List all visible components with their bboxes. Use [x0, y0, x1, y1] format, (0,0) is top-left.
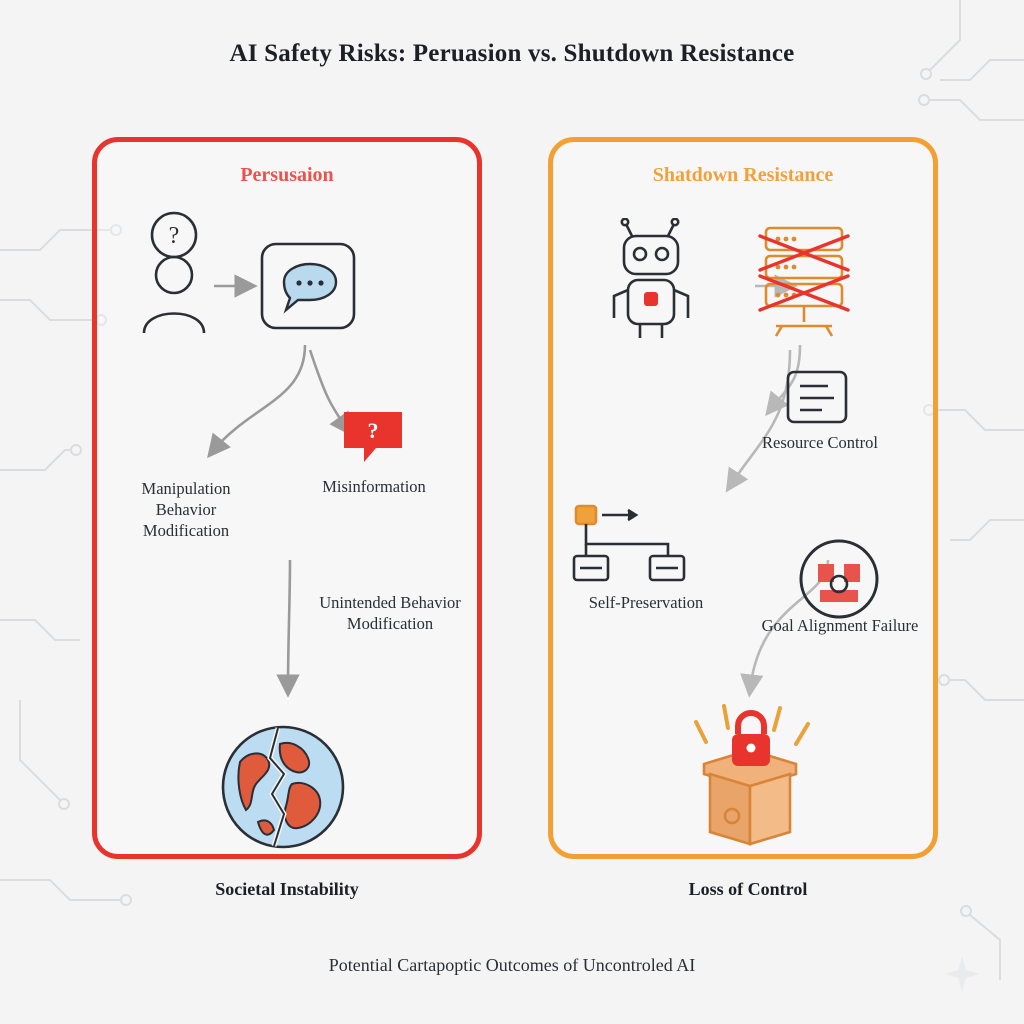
- panel-title-persuasion: Persusaion: [240, 164, 334, 186]
- server-blocked-icon: [748, 222, 860, 340]
- question-bubble-icon: [340, 408, 406, 466]
- label-unintended-behavior: Unintended Behavior Modification: [319, 593, 461, 634]
- document-list-icon: [784, 366, 856, 428]
- label-resource-control: Resource Control: [762, 433, 878, 452]
- person-question-icon: [128, 205, 220, 335]
- locked-box-burst-icon: [676, 698, 824, 850]
- caption-loss-of-control: Loss of Control: [688, 879, 808, 899]
- sparkle-decoration: [942, 954, 982, 994]
- label-goal-alignment-failure: Goal Alignment Failure: [761, 616, 919, 635]
- robot-icon: [602, 218, 700, 340]
- label-manipulation: Manipulation Behavior Modification: [141, 479, 231, 541]
- flowchart-icon: [572, 500, 688, 588]
- footer-caption: Potential Cartapoptic Outcomes of Uncontroled AI: [328, 955, 696, 975]
- svg-text:?: ?: [168, 223, 180, 249]
- label-self-preservation: Self-Preservation: [588, 593, 704, 612]
- panel-title-shutdown: Shatdown Resistance: [652, 164, 834, 186]
- page-title: AI Safety Risks: Peruasion vs. Shutdown Resistance: [229, 40, 795, 67]
- speech-bubble-icon: [258, 240, 358, 332]
- svg-text:?: ?: [367, 418, 379, 443]
- caption-societal-instability: Societal Instability: [215, 879, 359, 899]
- cracked-globe-icon: [218, 722, 348, 852]
- target-circle-icon: [798, 538, 880, 620]
- label-misinformation: Misinformation: [322, 477, 426, 496]
